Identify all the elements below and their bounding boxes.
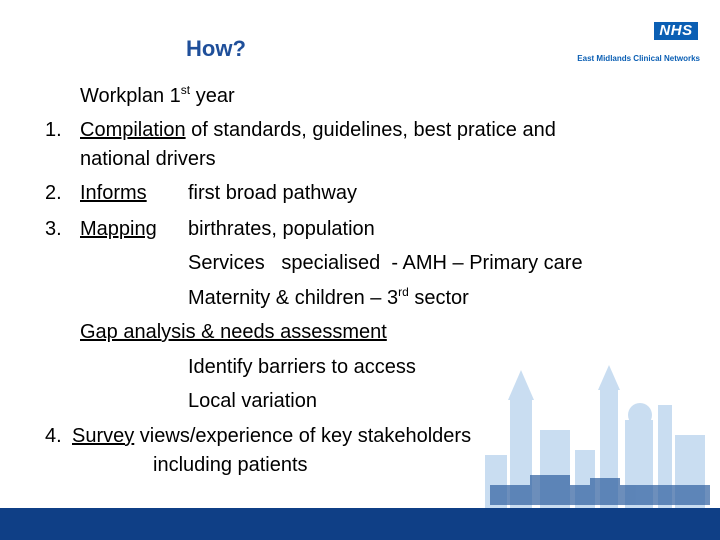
network-name: East Midlands Clinical Networks: [577, 54, 700, 63]
workplan-prefix: Workplan 1: [80, 85, 181, 107]
maternity-suffix: sector: [408, 287, 469, 309]
item4-continuation: including patients: [153, 454, 308, 476]
item1-keyword: Compilation: [80, 119, 186, 141]
item2-rest: first broad pathway: [188, 182, 357, 204]
maternity-prefix: Maternity & children – 3: [188, 287, 399, 309]
item3-keyword: Mapping: [80, 218, 157, 240]
gap-analysis: [80, 320, 387, 344]
nhs-logo: NHS: [654, 22, 698, 40]
list-item-4-text: [72, 424, 471, 448]
identify-barriers: Identify barriers to access: [188, 356, 416, 378]
maternity-sup: rd: [398, 285, 409, 299]
list-number-2: 2.: [45, 182, 62, 204]
list-number-1: 1.: [45, 119, 62, 141]
city-skyline-illustration: [470, 360, 720, 510]
item3-services: Services specialised - AMH – Primary care: [188, 252, 583, 274]
item4-rest: views/experience of key stakeholders: [134, 425, 472, 447]
item3-maternity: [188, 286, 469, 310]
item4-keyword: Survey: [72, 425, 135, 447]
list-item-1-text: [80, 118, 556, 142]
local-variation: Local variation: [188, 390, 317, 412]
gap-analysis-text: Gap analysis & needs assessment: [80, 321, 387, 343]
slide-title: How?: [186, 36, 246, 61]
workplan-sup: st: [180, 83, 191, 97]
workplan-suffix: year: [190, 85, 235, 107]
workplan-line: [80, 84, 235, 108]
list-number-4: 4.: [45, 425, 62, 447]
item1-continuation: national drivers: [80, 148, 216, 170]
item2-keyword: Informs: [80, 182, 147, 204]
footer-bar: [0, 508, 720, 540]
item3-rest: birthrates, population: [188, 218, 375, 240]
list-number-3: 3.: [45, 218, 62, 240]
item1-rest: of standards, guidelines, best pratice and: [185, 119, 556, 141]
